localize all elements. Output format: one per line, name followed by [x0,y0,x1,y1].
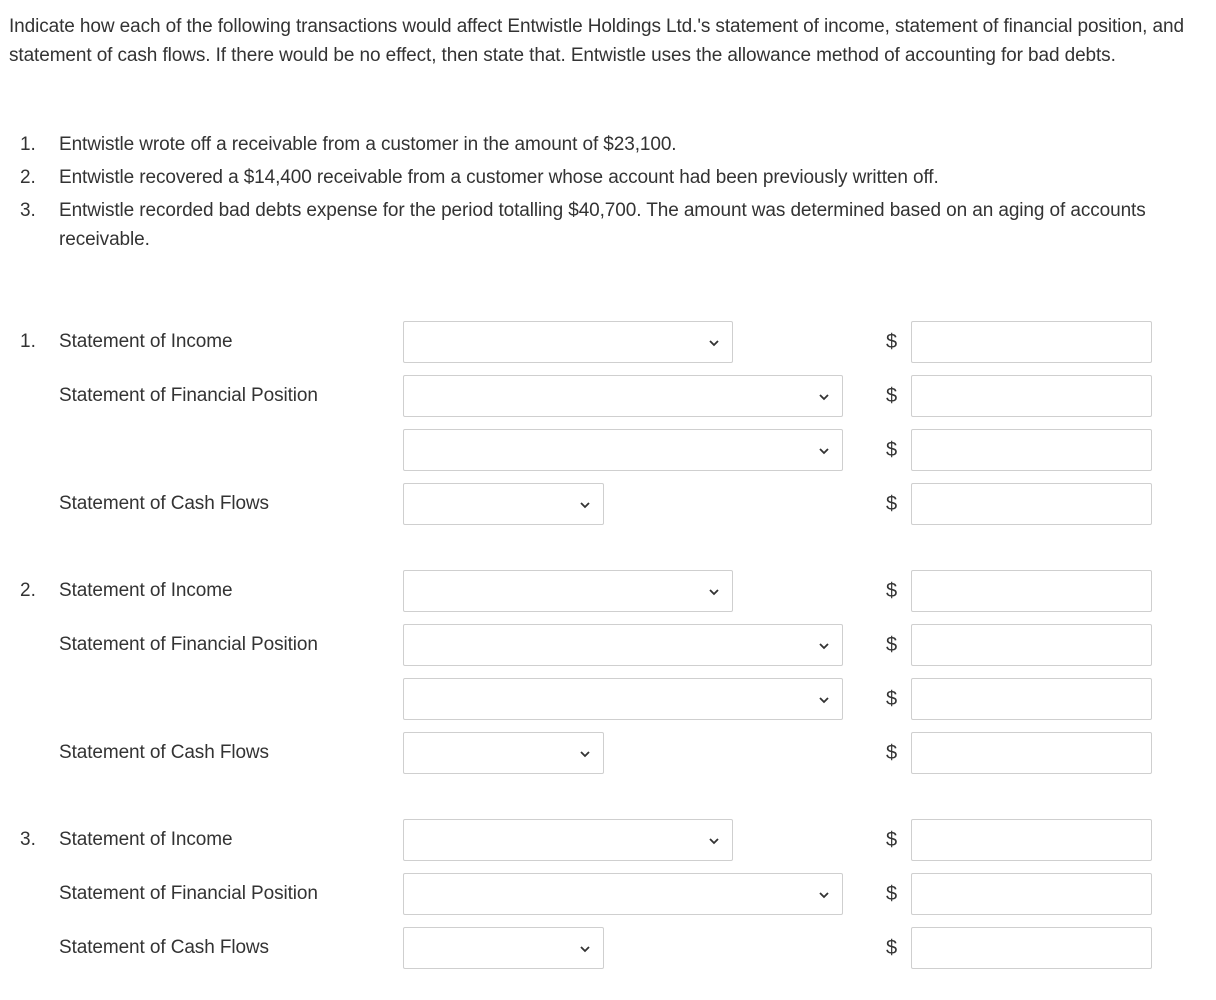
transaction-list [20,130,1210,258]
income-statement-label: Statement of Income [59,829,233,850]
question-number: 2. [20,580,36,601]
q1-financial-position-amount-input-2[interactable] [911,429,1152,471]
q1-income-effect-select[interactable] [403,321,733,363]
chevron-down-icon [708,586,720,598]
transaction-text: Entwistle wrote off a receivable from a customer in the amount of $23,100. [59,134,677,155]
q1-financial-position-select-2[interactable] [403,429,843,471]
q3-cash-flows-select[interactable] [403,927,604,969]
chevron-down-icon [818,640,830,652]
chevron-down-icon [818,694,830,706]
transaction-number: 2. [20,167,36,188]
chevron-down-icon [818,889,830,901]
q1-cash-flows-select[interactable] [403,483,604,525]
dollar-sign: $ [886,937,898,959]
question-number: 1. [20,331,36,352]
q3-financial-position-amount-input[interactable] [911,873,1152,915]
q2-financial-position-amount-input-2[interactable] [911,678,1152,720]
transaction-item [20,163,1210,192]
financial-position-label: Statement of Financial Position [59,883,318,904]
q3-income-effect-select[interactable] [403,819,733,861]
dollar-sign: $ [886,634,898,656]
cash-flows-label: Statement of Cash Flows [59,493,269,514]
dollar-sign: $ [886,493,898,515]
q3-financial-position-select[interactable] [403,873,843,915]
chevron-down-icon [579,499,591,511]
q3-cash-flows-amount-input[interactable] [911,927,1152,969]
q2-financial-position-select-2[interactable] [403,678,843,720]
q2-cash-flows-amount-input[interactable] [911,732,1152,774]
transaction-item [20,196,1210,254]
q2-income-amount-input[interactable] [911,570,1152,612]
dollar-sign: $ [886,883,898,905]
income-statement-label: Statement of Income [59,580,233,601]
financial-position-label: Statement of Financial Position [59,385,318,406]
transaction-number: 3. [20,200,36,221]
transaction-text: Entwistle recovered a $14,400 receivable from a customer whose account had been previously written off. [59,167,939,188]
chevron-down-icon [579,748,591,760]
q2-income-effect-select[interactable] [403,570,733,612]
transaction-item [20,130,1210,159]
transaction-text: Entwistle recorded bad debts expense for the period totalling $40,700. The amount was determined based on an aging of accounts receivable. [59,200,1146,250]
dollar-sign: $ [886,829,898,851]
dollar-sign: $ [886,580,898,602]
chevron-down-icon [818,391,830,403]
q1-financial-position-select-1[interactable] [403,375,843,417]
dollar-sign: $ [886,439,898,461]
cash-flows-label: Statement of Cash Flows [59,937,269,958]
chevron-down-icon [708,337,720,349]
dollar-sign: $ [886,385,898,407]
q1-financial-position-amount-input-1[interactable] [911,375,1152,417]
question-number: 3. [20,829,36,850]
q2-financial-position-select-1[interactable] [403,624,843,666]
chevron-down-icon [818,445,830,457]
dollar-sign: $ [886,331,898,353]
cash-flows-label: Statement of Cash Flows [59,742,269,763]
instructions-text: Indicate how each of the following transactions would affect Entwistle Holdings Ltd.'s statement of income, statement of financial position, and statement of cash flows. If there would be no effect, then state that. Entwistle uses the allowance method of accounting for bad debts. [9,16,1184,66]
dollar-sign: $ [886,742,898,764]
q2-cash-flows-select[interactable] [403,732,604,774]
chevron-down-icon [579,943,591,955]
q1-cash-flows-amount-input[interactable] [911,483,1152,525]
q2-financial-position-amount-input-1[interactable] [911,624,1152,666]
chevron-down-icon [708,835,720,847]
q1-income-amount-input[interactable] [911,321,1152,363]
q3-income-amount-input[interactable] [911,819,1152,861]
dollar-sign: $ [886,688,898,710]
transaction-number: 1. [20,134,36,155]
financial-position-label: Statement of Financial Position [59,634,318,655]
income-statement-label: Statement of Income [59,331,233,352]
